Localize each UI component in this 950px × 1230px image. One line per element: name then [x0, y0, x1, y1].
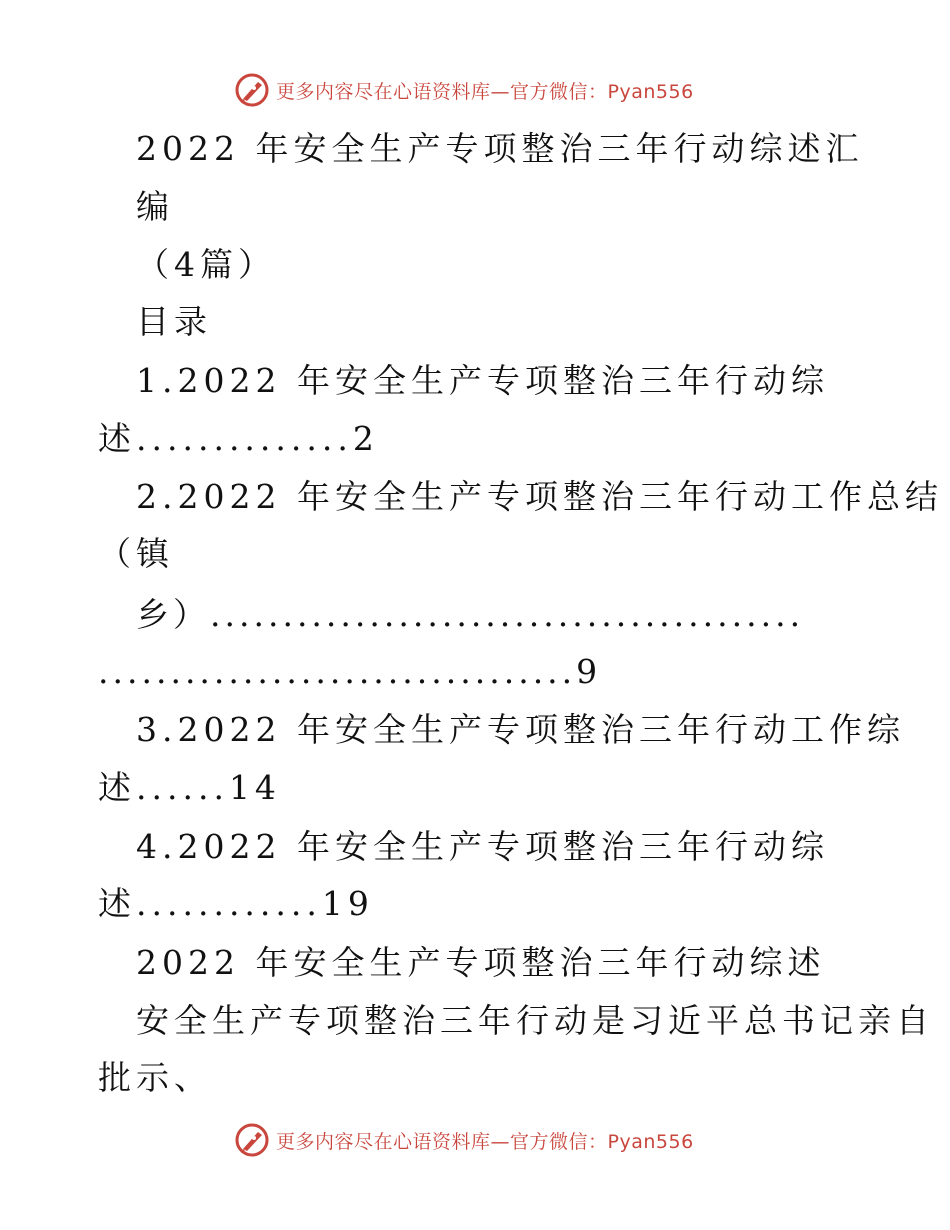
header-watermark — [234, 70, 694, 110]
body-line2: 批示、 — [98, 1058, 212, 1097]
toc-item-3-line2: 述......14 — [98, 768, 281, 807]
doc-title-line2: 编 — [136, 187, 174, 226]
pen-logo-icon — [234, 1122, 270, 1158]
toc-item-4-line2: 述............19 — [98, 884, 374, 923]
toc-item-2-line4: .................................9 — [98, 652, 602, 691]
toc-item-3-line1: 3.2022 年安全生产专项整治三年行动工作综 — [136, 710, 905, 749]
section-title: 2022 年安全生产专项整治三年行动综述 — [136, 943, 826, 982]
pen-logo-icon — [234, 72, 270, 108]
watermark-text: 更多内容尽在心语资料库—官方微信：Pyan556 — [276, 1130, 694, 1153]
toc-item-2-line2: （镇 — [98, 534, 174, 573]
toc-item-1-line2: 述..............2 — [98, 419, 379, 458]
toc-item-4-line1: 4.2022 年安全生产专项整治三年行动综 — [136, 827, 829, 866]
watermark-text: 更多内容尽在心语资料库—官方微信：Pyan556 — [276, 80, 694, 103]
toc-item-1-line1: 1.2022 年安全生产专项整治三年行动综 — [136, 361, 829, 400]
toc-item-2-line3: 乡）......................................... — [136, 595, 805, 634]
footer-watermark — [234, 1120, 694, 1160]
doc-title-line1: 2022 年安全生产专项整治三年行动综述汇 — [136, 129, 864, 168]
toc-item-2-line1: 2.2022 年安全生产专项整治三年行动工作总结 — [136, 477, 943, 516]
body-line1: 安全生产专项整治三年行动是习近平总书记亲自 — [136, 1001, 934, 1040]
doc-count: （4篇） — [136, 245, 276, 284]
toc-heading: 目录 — [136, 302, 212, 341]
